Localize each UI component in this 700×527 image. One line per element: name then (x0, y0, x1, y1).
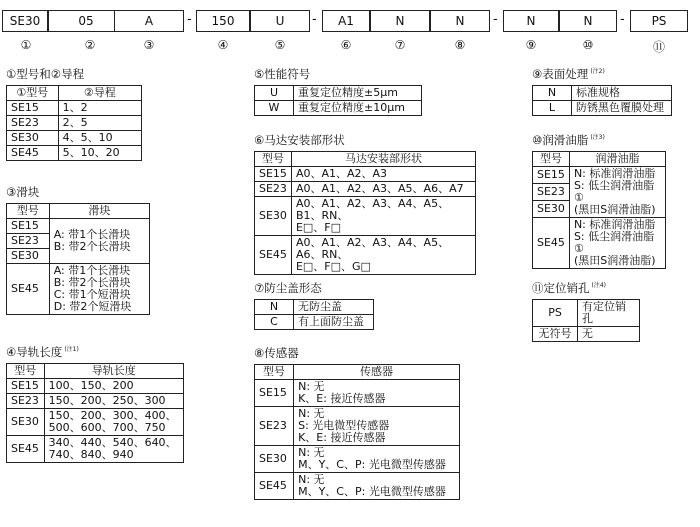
section-title: ⑨表面处理 $^{(注2)}$ (532, 67, 605, 81)
table-header: 滑块 (49, 204, 149, 219)
code-number: ⑤ (274, 38, 286, 52)
table-row: PS 有定位销孔 (533, 300, 640, 327)
code-number: ① (20, 38, 32, 52)
table-row: SE30 N: 无 M、Y、C、P: 光电微型传感器 (255, 446, 460, 473)
table-row: W 重复定位精度±10μm (255, 101, 422, 116)
table-row: N 无防尘盖 (255, 300, 374, 315)
section-title: ⑧传感器 (254, 346, 299, 360)
table-row: SE23 N: 无 S: 光电微型传感器 K、E: 接近传感器 (255, 407, 460, 446)
table-header: 型号 (7, 364, 45, 379)
code-number: ⑩ (582, 38, 594, 52)
table-row: SE23 A0、A1、A2、A3、A5、A6、A7 (255, 182, 476, 197)
section-dust-cover (254, 280, 374, 330)
dust-cover-table (254, 299, 374, 330)
code-box-length: 150 (196, 10, 250, 32)
section-surface (532, 66, 672, 116)
table-row: SE45 N: 无 M、Y、C、P: 光电微型传感器 (255, 473, 460, 500)
table-row: SE15 N: 标准润滑油脂 S: 低尘润滑油脂① (黑田S润滑油脂) (533, 167, 666, 184)
table-header: 导轨长度 (44, 364, 183, 379)
section-performance (254, 66, 422, 116)
table-row: SE45 A0、A1、A2、A3、A4、A5、A6、RN、 E□、F□、G□ (255, 236, 476, 275)
table-row: SE23 (533, 184, 666, 201)
code-number: ⑧ (454, 38, 466, 52)
section-title: ⑦防尘盖形态 (254, 281, 322, 295)
code-number: ⑪ (652, 40, 665, 54)
table-header: ②导程 (58, 86, 141, 101)
code-box-slider: A (114, 10, 184, 32)
code-box-pin: PS (630, 10, 688, 32)
rail-length-table (6, 363, 184, 463)
table-header: 润滑油脂 (569, 152, 665, 167)
code-box-lead: 05 (58, 10, 114, 32)
section-slider (6, 184, 150, 315)
table-header: 型号 (533, 152, 570, 167)
table-header: ①型号 (7, 86, 59, 101)
code-box-cover: N (370, 10, 430, 32)
code-box-surface: N (503, 10, 559, 32)
table-header: 传感器 (294, 365, 460, 380)
grease-table (532, 151, 666, 269)
section-grease (532, 132, 666, 269)
section-sensor (254, 345, 460, 500)
section-rail-length (6, 344, 184, 463)
note-mark: (注3) (590, 134, 605, 141)
model-lead-table (6, 85, 142, 161)
section-locating-pin (532, 280, 640, 342)
section-title: ⑥马达安装部形状 (254, 133, 345, 147)
slider-table (6, 203, 150, 315)
performance-table (254, 85, 422, 116)
table-row: SE30 150、200、300、400、 500、600、700、750 (7, 409, 184, 436)
note-mark: (注2) (590, 68, 605, 75)
section-model-lead (6, 66, 142, 161)
code-dash: - (493, 12, 498, 27)
sensor-table (254, 364, 460, 500)
code-dash: - (620, 12, 625, 27)
code-dash: - (187, 12, 192, 27)
code-box-model: SE30 (2, 10, 48, 32)
table-row: SE15 1、2 (7, 101, 142, 116)
code-box-motor: A1 (322, 10, 370, 32)
table-row: SE15 100、150、200 (7, 379, 184, 394)
code-number: ④ (217, 38, 229, 52)
motor-mount-table (254, 151, 476, 275)
table-row: SE45 A: 带1个长滑块 B: 带2个长滑块 C: 带1个短滑块 D: 带2个短滑块 (7, 264, 150, 315)
table-row: SE23 150、200、250、300 (7, 394, 184, 409)
section-motor-mount (254, 132, 476, 275)
table-row: SE23 2、5 (7, 116, 142, 131)
table-row: L 防锈黑色覆膜处理 (533, 101, 672, 116)
code-number: ② (84, 38, 96, 52)
code-number: ⑦ (394, 38, 406, 52)
table-row: SE30 A0、A1、A2、A3、A4、A5、B1、RN、 E□、F□ (255, 197, 476, 236)
locating-pin-table (532, 299, 640, 342)
section-title: ①型号和②导程 (6, 67, 85, 81)
table-row: SE30 (7, 249, 150, 264)
table-row: 无符号 无 (533, 327, 640, 342)
code-box-grease: N (559, 10, 617, 32)
section-title: ⑪定位销孔 $^{(注4)}$ (532, 281, 606, 295)
table-row: SE45 5、10、20 (7, 146, 142, 161)
code-box-sensor: N (430, 10, 490, 32)
table-row: N 标准规格 (533, 86, 672, 101)
code-dash: - (312, 12, 317, 27)
section-title: ③滑块 (6, 185, 40, 199)
table-header: 型号 (255, 152, 292, 167)
table-row: SE15 N: 无 K、E: 接近传感器 (255, 380, 460, 407)
table-row: SE45 N: 标准润滑油脂 S: 低尘润滑油脂① (黑田S润滑油脂) (533, 218, 666, 269)
code-box-performance: U (250, 10, 310, 32)
note-mark: (注4) (591, 282, 606, 289)
table-row: U 重复定位精度±5μm (255, 86, 422, 101)
code-number: ⑥ (340, 38, 352, 52)
table-header: 型号 (7, 204, 50, 219)
table-header: 马达安装部形状 (291, 152, 475, 167)
table-row: SE23 (7, 234, 150, 249)
section-title: ④导轨长度 $^{(注1)}$ (6, 345, 79, 359)
code-number: ⑨ (525, 38, 537, 52)
section-title: ⑩润滑油脂 $^{(注3)}$ (532, 133, 605, 147)
table-row: SE30 4、5、10 (7, 131, 142, 146)
note-mark: (注1) (64, 346, 79, 353)
table-row: C 有上面防尘盖 (255, 315, 374, 330)
surface-table (532, 85, 672, 116)
table-row: SE45 340、440、540、640、 740、840、940 (7, 436, 184, 463)
table-row: SE30 (533, 201, 666, 218)
table-row: SE15 A0、A1、A2、A3 (255, 167, 476, 182)
section-title: ⑤性能符号 (254, 67, 311, 81)
code-number: ③ (143, 38, 155, 52)
table-row: SE15 A: 带1个长滑块 B: 带2个长滑块 (7, 219, 150, 234)
model-code-row (0, 8, 700, 56)
table-header: 型号 (255, 365, 294, 380)
